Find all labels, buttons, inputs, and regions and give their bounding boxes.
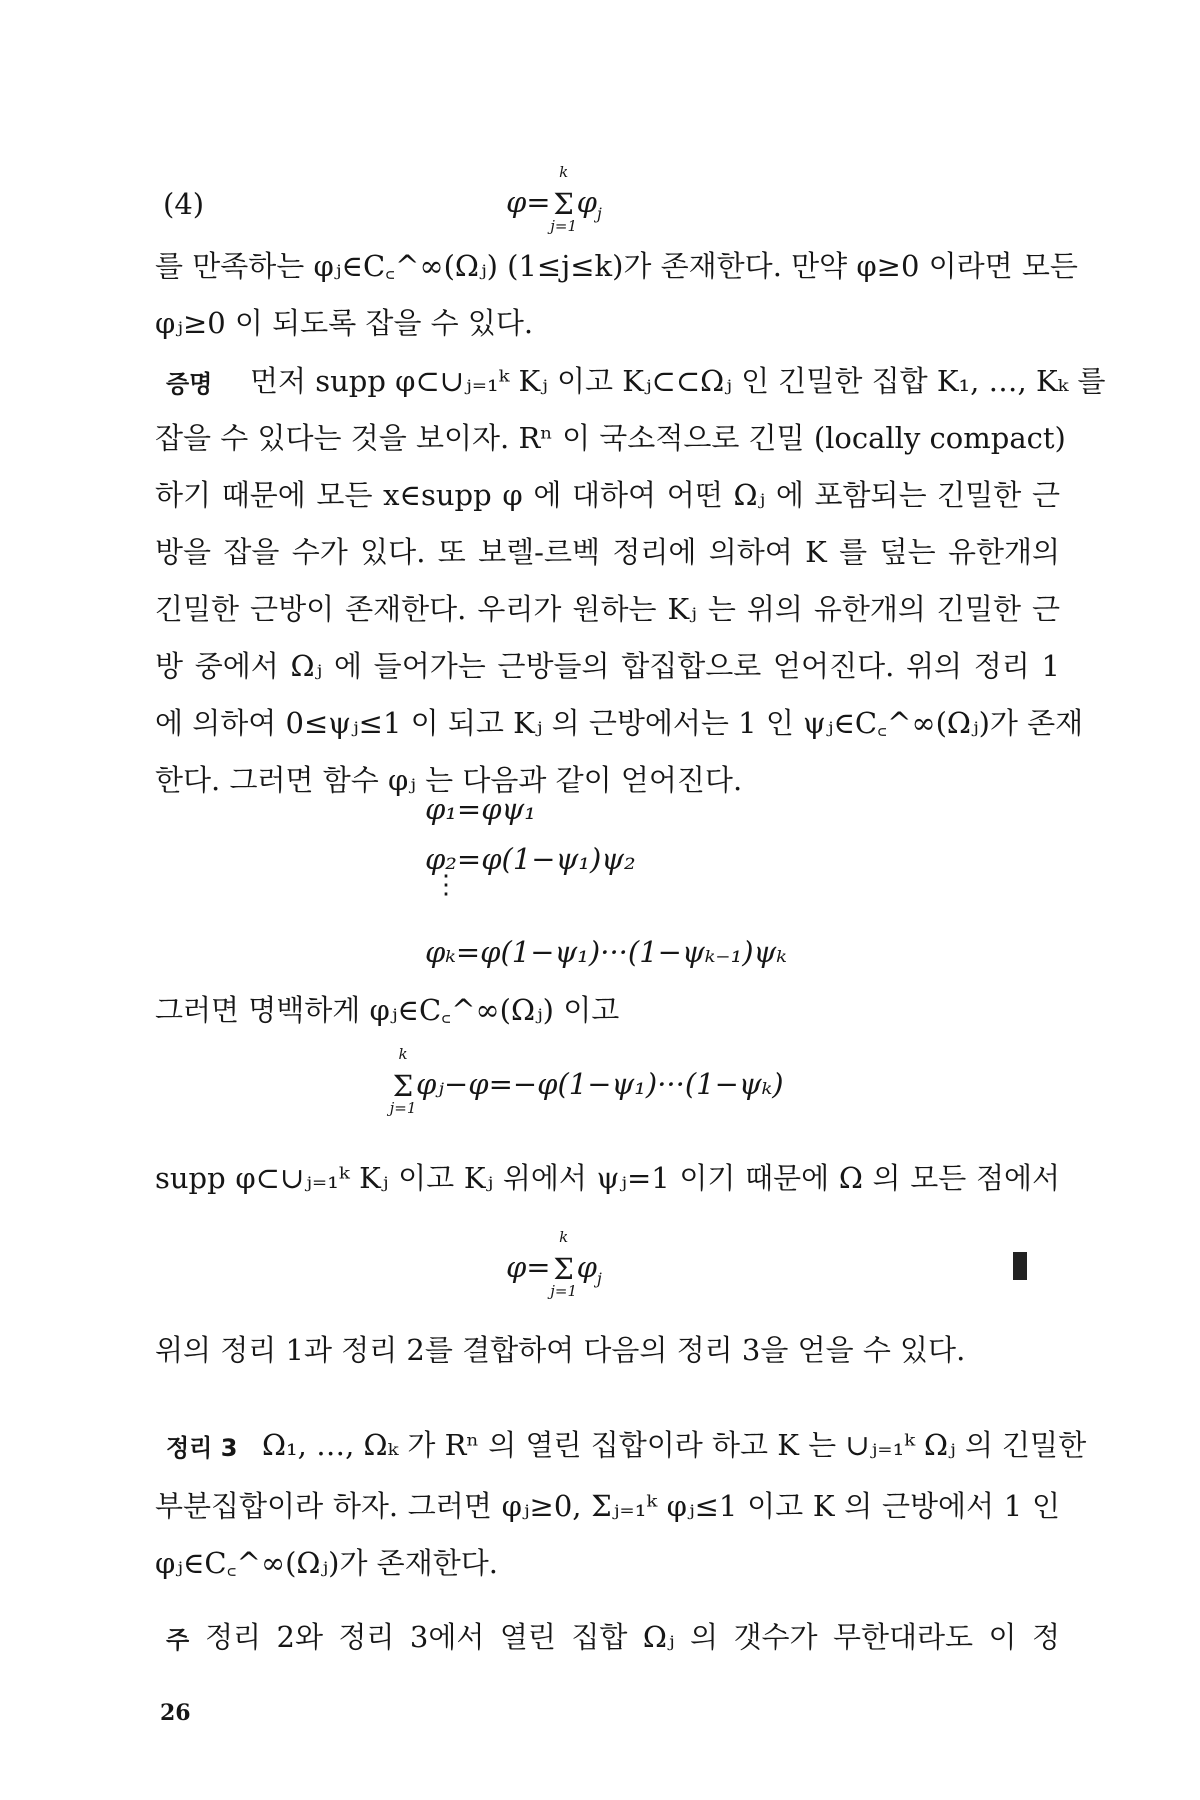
equation-number: (4) [163, 187, 205, 221]
equation-term: φ [576, 1250, 597, 1284]
text-line: 를 만족하는 φⱼ∈C꜀^∞(Ωⱼ) (1≤j≤k)가 존재한다. 만약 φ≥0 이라면 모든 [155, 249, 1078, 283]
note-label: 주 [166, 1626, 190, 1654]
sum-symbol: Σ k j=1 [551, 187, 577, 221]
proof-body [155, 410, 1084, 809]
text-line: 방 중에서 Ωⱼ 에 들어가는 근방들의 합집합으로 얻어진다. 위의 정리 1 [155, 649, 1060, 683]
theorem-3-label: 정리 3 [166, 1434, 238, 1462]
sum-upper-limit: k [398, 1045, 408, 1063]
text-line: φⱼ∈C꜀^∞(Ωⱼ)가 존재한다. [155, 1546, 498, 1580]
phi-2-equation: φ₂=φ(1−ψ₁)ψ₂ [425, 842, 636, 876]
sum-difference-equation [389, 1045, 784, 1117]
qed-box-icon [1013, 1252, 1027, 1280]
text-line: 잡을 수 있다는 것을 보이자. Rⁿ 이 국소적으로 긴밀 (locally compact) [155, 421, 1066, 455]
sum-upper-limit: k [559, 1228, 569, 1246]
text-line: 부분집합이라 하자. 그러면 φⱼ≥0, Σⱼ₌₁ᵏ φⱼ≤1 이고 K 의 근방에서 1 인 [155, 1489, 1060, 1523]
sum-lower-limit: j=1 [550, 217, 577, 235]
theorem-3-first-line [262, 1417, 1087, 1474]
sum-symbol: Σ k j=1 [390, 1069, 416, 1103]
text-line: 위의 정리 1과 정리 2를 결합하여 다음의 정리 3을 얻을 수 있다. [155, 1333, 966, 1367]
paragraph-supp [155, 1150, 1060, 1207]
paragraph-after-equation [155, 238, 1078, 352]
text-line: 에 의하여 0≤ψⱼ≤1 이 되고 Kⱼ 의 근방에서는 1 인 ψⱼ∈C꜀^∞(Ωⱼ)가 존재 [155, 706, 1084, 740]
note-text [205, 1609, 1060, 1666]
vertical-ellipsis: ⋮ [433, 870, 459, 900]
text-line: supp φ⊂∪ⱼ₌₁ᵏ Kⱼ 이고 Kⱼ 위에서 ψⱼ=1 이기 때문에 Ω 의 모든 점에서 [155, 1161, 1060, 1195]
equation-lhs: φ= [506, 185, 551, 219]
text-line: Ω₁, …, Ωₖ 가 Rⁿ 의 열린 집합이라 하고 K 는 ∪ⱼ₌₁ᵏ Ωⱼ 의 긴밀한 [262, 1428, 1087, 1462]
text-line: 방을 잡을 수가 있다. 또 보렐-르벡 정리에 의하여 K 를 덮는 유한개의 [155, 535, 1060, 569]
phi-k-equation: φₖ=φ(1−ψ₁)···(1−ψₖ₋₁)ψₖ [425, 935, 787, 969]
sum-lower-limit: j=1 [550, 1282, 577, 1300]
equation-term: φ [576, 185, 597, 219]
sum-difference-body: φⱼ−φ=−φ(1−ψ₁)···(1−ψₖ) [416, 1067, 784, 1101]
sum-upper-limit: k [559, 163, 569, 181]
text-line: 정리 2와 정리 3에서 열린 집합 Ωⱼ 의 갯수가 무한대라도 이 정 [205, 1620, 1060, 1654]
page-number: 26 [160, 1700, 191, 1726]
text-line: 긴밀한 근방이 존재한다. 우리가 원하는 Kⱼ 는 위의 유한개의 긴밀한 근 [155, 592, 1060, 626]
sum-lower-limit: j=1 [389, 1099, 417, 1117]
proof-label: 증명 [166, 370, 213, 398]
equation-4 [506, 163, 602, 235]
text-line: 그러면 명백하게 φⱼ∈C꜀^∞(Ωⱼ) 이고 [155, 993, 620, 1027]
phi-1-equation: φ₁=φψ₁ [425, 792, 536, 826]
sum-symbol: Σ k j=1 [551, 1252, 577, 1286]
text-line: 먼저 supp φ⊂∪ⱼ₌₁ᵏ Kⱼ 이고 Kⱼ⊂⊂Ωⱼ 인 긴밀한 집합 K₁, …, Kₖ 를 [250, 364, 1106, 398]
paragraph-then [155, 982, 1060, 1039]
text-line: φⱼ≥0 이 되도록 잡을 수 있다. [155, 306, 534, 340]
equation-lhs: φ= [506, 1250, 551, 1284]
equation-term-sub: j [596, 1268, 602, 1288]
proof-first-line [250, 353, 1106, 410]
final-equation [506, 1228, 602, 1300]
text-line: 하기 때문에 모든 x∈supp φ 에 대하여 어떤 Ωⱼ 에 포함되는 긴밀한 근 [155, 478, 1060, 512]
theorem-3-body [155, 1478, 1060, 1592]
text-line: 한다. 그러면 함수 φⱼ 는 다음과 같이 얻어진다. [155, 763, 743, 797]
equation-term-sub: j [596, 203, 602, 223]
paragraph-combine [155, 1322, 1060, 1379]
